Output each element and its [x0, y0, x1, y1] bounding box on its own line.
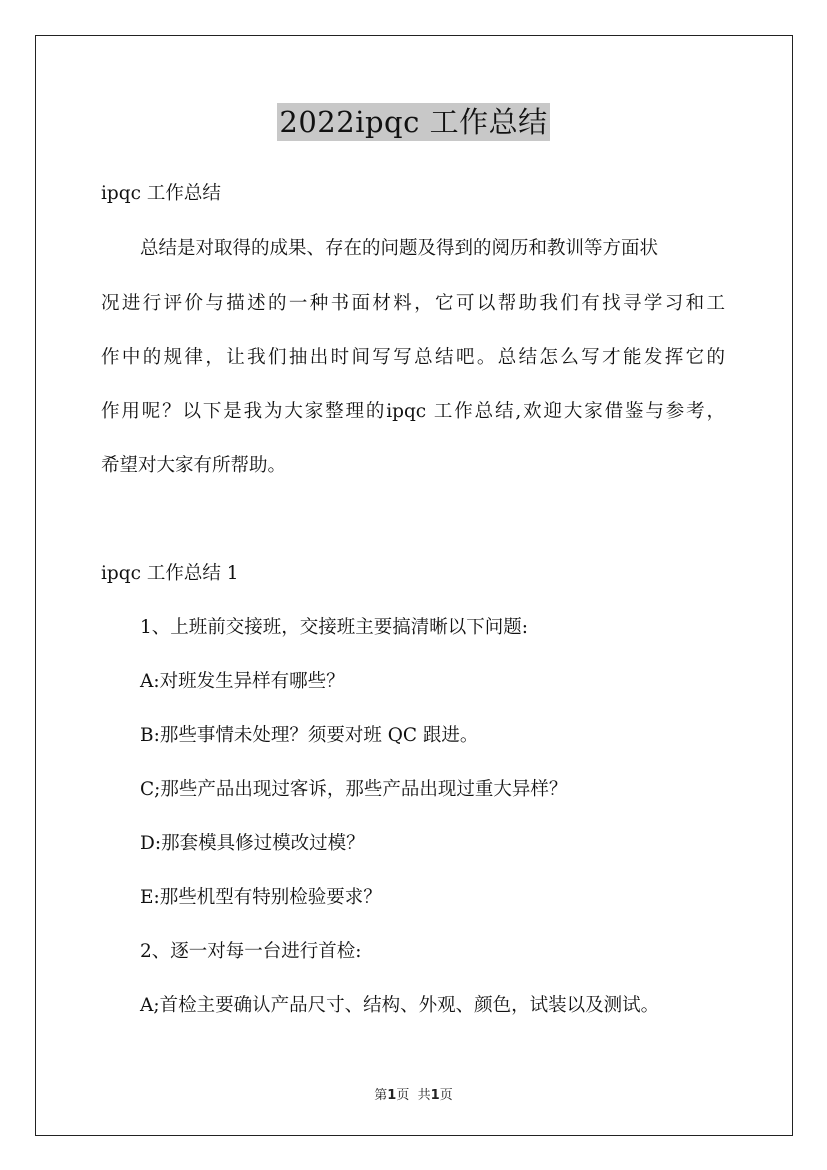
list-item: C;那些产品出现过客诉，那些产品出现过重大异样？ — [140, 779, 568, 800]
document-title — [0, 103, 827, 141]
intro-line-1: 总结是对取得的成果、存在的问题及得到的阅历和教训等方面状 — [140, 238, 659, 259]
document-subtitle: ipqc 工作总结 — [101, 183, 221, 204]
intro-line-3: 作中的规律，让我们抽出时间写写总结吧。总结怎么写才能发挥它的 — [101, 347, 725, 368]
list-item: B:那些事情未处理？须要对班 QC 跟进。 — [140, 725, 479, 746]
list-item: A:对班发生异样有哪些？ — [140, 671, 345, 692]
list-item: E:那些机型有特别检验要求？ — [140, 887, 382, 908]
list-item: A;首检主要确认产品尺寸、结构、外观、颜色，试装以及测试。 — [140, 995, 660, 1016]
list-item: D:那套模具修过模改过模？ — [140, 833, 365, 854]
page-prefix: 第 — [374, 1088, 388, 1103]
page-suffix: 页 — [396, 1088, 410, 1103]
document-title-text: 2022ipqc 工作总结 — [279, 105, 548, 139]
page-number: 1 — [387, 1088, 397, 1103]
total-pages: 1 — [430, 1088, 440, 1103]
total-prefix: 共 — [417, 1088, 431, 1103]
intro-line-4: 作用呢？以下是我为大家整理的ipqc 工作总结,欢迎大家借鉴与参考， — [101, 401, 725, 422]
intro-line-5: 希望对大家有所帮助。 — [101, 455, 287, 476]
list-item: 2、逐一对每一台进行首检: — [140, 941, 362, 962]
list-item: 1、上班前交接班，交接班主要搞清晰以下问题: — [140, 617, 529, 638]
total-suffix: 页 — [439, 1088, 453, 1103]
section-heading: ipqc 工作总结 1 — [101, 563, 239, 584]
page-footer — [0, 1084, 827, 1103]
intro-line-2: 况进行评价与描述的一种书面材料，它可以帮助我们有找寻学习和工 — [101, 293, 725, 314]
